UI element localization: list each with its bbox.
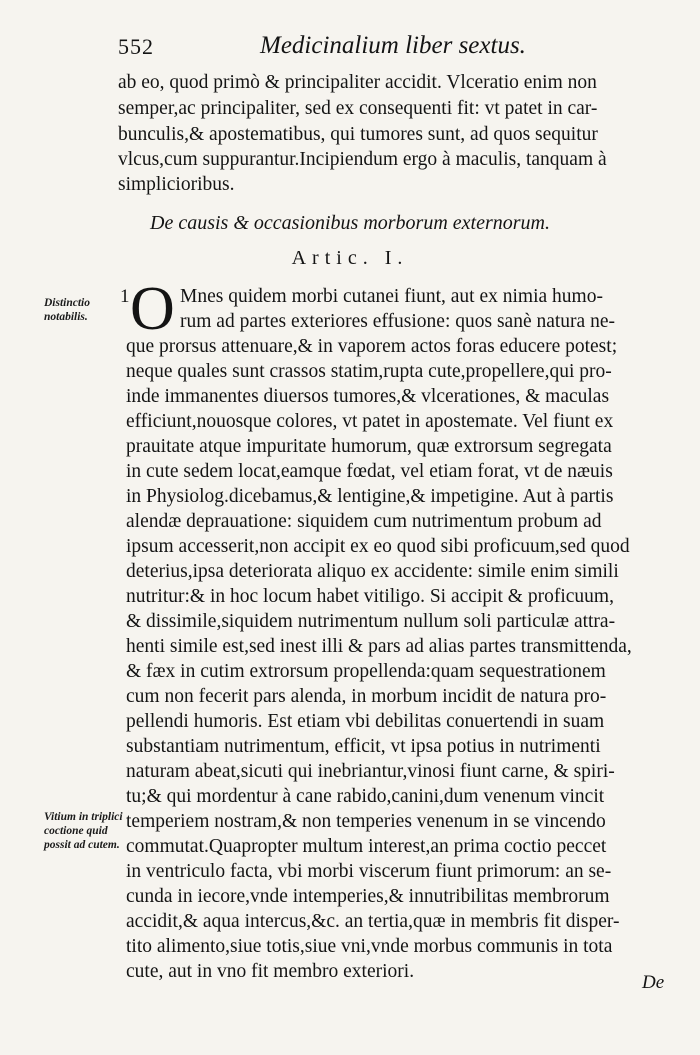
marginal-note: Vitium in triplici coctione quid possit ad cutem. [44, 811, 123, 851]
text-line: in cute sedem locat,eamque fœdat, vel etiam forat, vt de næuis [126, 461, 613, 482]
text-line: & dissimile,siquidem nutrimentum nullum soli particulæ attra- [126, 611, 616, 632]
text-line: in ventriculo facta, vbi morbi viscerum fiunt primorum: an se- [126, 861, 612, 882]
article-number: 1 [120, 286, 130, 307]
text-line: que prorsus attenuare,& in vaporem actos foras educere potest; [126, 336, 618, 357]
catchword: De [642, 972, 665, 993]
page-header [110, 28, 570, 68]
text-line: semper,ac principaliter, sed ex consequenti fit: vt patet in car- [118, 98, 598, 119]
text-line: ab eo, quod primò & principaliter accidit. Vlceratio enim non [118, 72, 597, 93]
text-line: naturam abeat,sicuti qui inebriantur,vinosi fiunt carne, & spiri- [126, 761, 615, 782]
text-line: & fæx in cutim extrorsum propellenda:quam sequestrationem [126, 661, 606, 682]
text-line: inde immanentes diuersos tumores,& vlcerationes, & maculas [126, 386, 610, 407]
marginal-note: Distinctio notabilis. [44, 297, 91, 323]
text-line: temperiem nostram,& non temperies venenum in se vincendo [126, 811, 606, 832]
text-line: accidit,& aqua intercus,&c. an tertia,quæ in membris fit disper- [126, 911, 620, 932]
text-line: prauitate atque impuritate humorum, quæ extrorsum segregata [126, 436, 612, 457]
text-line: alendæ deprauatione: siquidem cum nutrimentum probum ad [126, 511, 602, 532]
text-line: bunculis,& apostematibus, qui tumores sunt, ad quos sequitur [118, 124, 598, 145]
text-line: cute, aut in vno fit membro exteriori. [126, 961, 415, 982]
text-line: tito alimento,siue totis,siue vni,vnde morbus communis in tota [126, 936, 613, 957]
article-heading: Artic. I. [291, 247, 409, 269]
text-line: nutritur:& in hoc locum habet vitiligo. Si accipit & proficuum, [126, 586, 614, 607]
text-line: cum non fecerit pars alenda, in morbum incidit de natura pro- [126, 686, 607, 707]
text-line: in Physiolog.dicebamus,& lentigine,& impetigine. Aut à partis [126, 486, 614, 507]
page-number: 552 [118, 34, 154, 59]
text-line: deterius,ipsa deteriorata aliquo ex accidente: simile enim simili [126, 561, 619, 582]
text-line: simplicioribus. [118, 174, 235, 195]
text-line: substantiam nutrimentum, efficit, vt ipsa potius in nutrimenti [126, 736, 601, 757]
text-line: rum ad partes exteriores effusione: quos sanè natura ne- [180, 311, 615, 332]
text-line: cunda in iecore,vnde intemperies,& innutribilitas membrorum [126, 886, 610, 907]
text-line: henti simile est,sed inest illi & pars ad alias partes transmittenda, [126, 636, 632, 657]
text-line: vlcus,cum suppurantur.Incipiendum ergo à maculis, tanquam à [118, 149, 607, 170]
text-line: tu;& qui mordentur à cane rabido,canini,dum venenum vincit [126, 786, 605, 807]
text-line: commutat.Quapropter multum interest,an prima coctio peccet [126, 836, 607, 857]
running-title: Medicinalium liber sextus. [260, 32, 526, 59]
text-line: neque quales sunt crassos statim,rupta cute,propellere,qui pro- [126, 361, 612, 382]
text-line: ipsum accesserit,non accipit ex eo quod sibi proficuum,sed quod [126, 536, 630, 557]
section-heading: De causis & occasionibus morborum externorum. [150, 212, 550, 234]
drop-cap: O [130, 275, 175, 343]
text-line: efficiunt,nouosque colores, vt patet in apostemate. Vel fiunt ex [126, 411, 614, 432]
text-line: Mnes quidem morbi cutanei fiunt, aut ex nimia humo- [180, 286, 603, 307]
text-line: pellendi humoris. Est etiam vbi debilitas conuertendi in suam [126, 711, 605, 732]
